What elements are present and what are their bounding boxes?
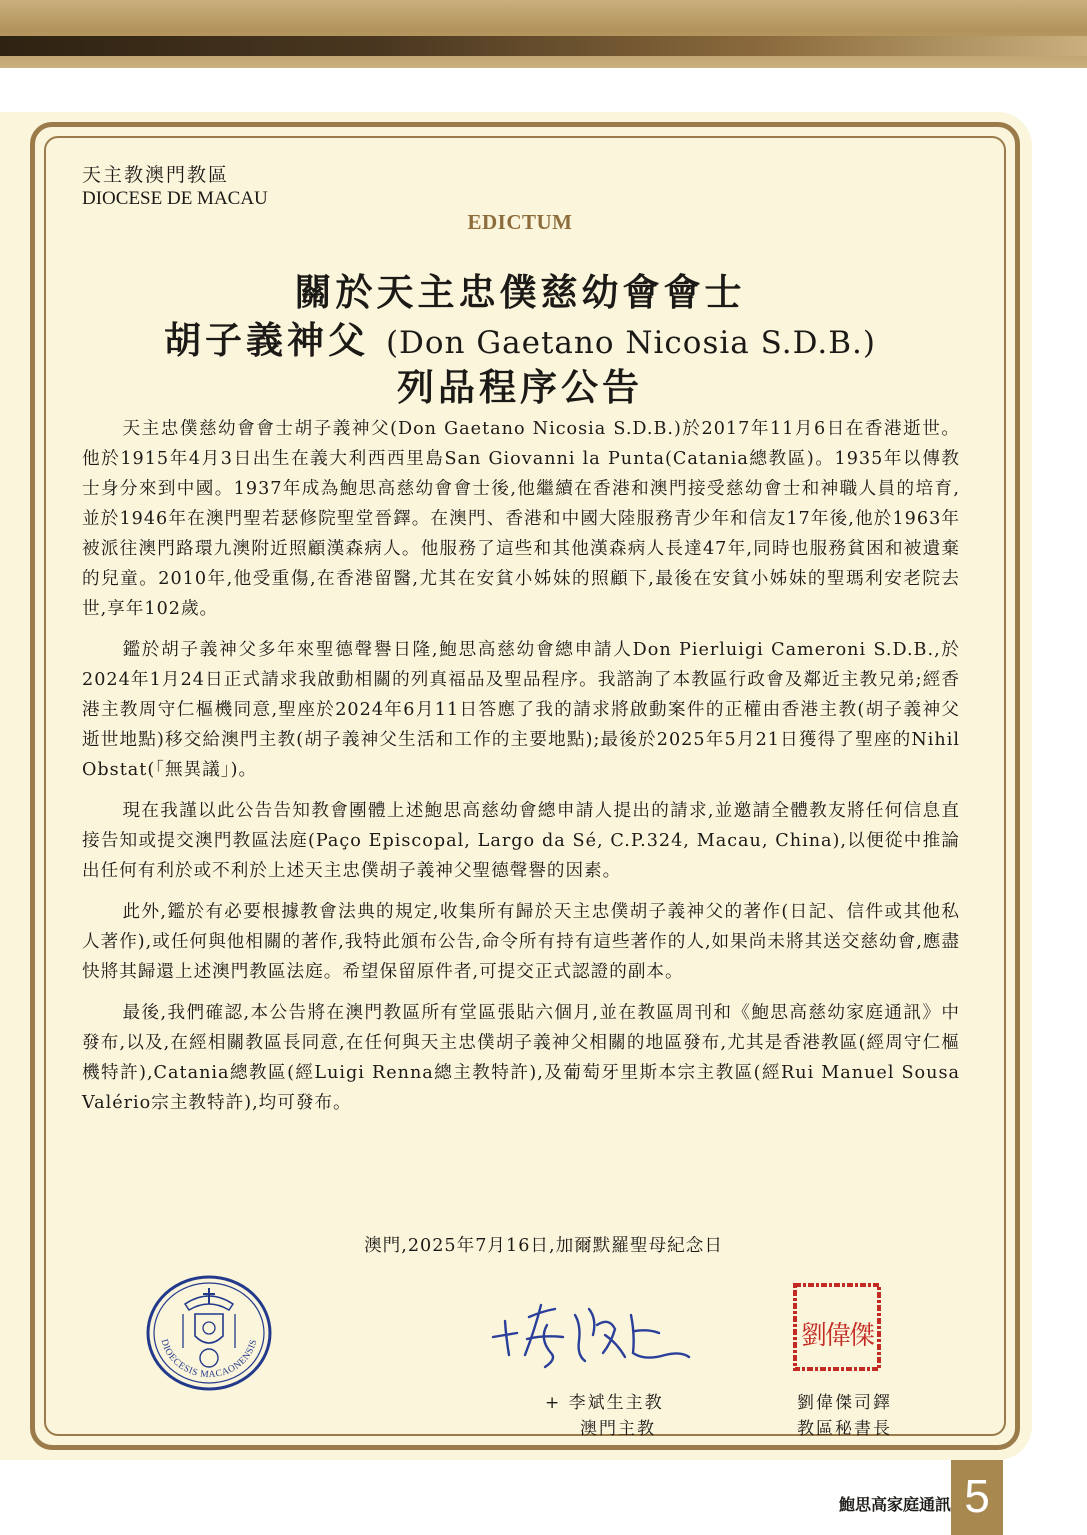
diocese-seal-icon [145,1274,273,1392]
title-line-1: 關於天主忠僕慈幼會會士 [294,270,746,314]
bishop-title: 澳門主教 [580,1419,656,1439]
paragraph-invitation: 現在我謹以此公告告知教會團體上述鮑思高慈幼會總申請人提出的請求,並邀請全體教友將任何信息直接告知或提交澳門教區法庭(Paço Episcopal, Largo da Sé, C.P.324, Macau, China),以便從中推論出任何有利於或不利於上述天主忠僕胡子義神父聖德聲譽的因素。 [82,801,960,881]
svg-text:DIOECESIS MACAONENSIS [159,1338,260,1380]
bishop-name: + 李斌生主教 [545,1393,664,1413]
bishop-signature-icon [485,1295,695,1375]
title-name-zh: 胡子義神父 [164,318,370,362]
paragraph-publication: 最後,我們確認,本公告將在澳門教區所有堂區張貼六個月,並在教區周刊和《鮑思高慈幼家庭通訊》中發布,以及,在經相關教區長同意,在任何與天主忠僕胡子義神父相關的地區發布,尤其是香港教區(經周守仁樞機特許),Catania總教區(經Luigi Renna總主教特許),及葡萄牙里斯本宗主教區(經Rui Manuel Sousa Valério宗主教特許),均可發布。 [82,1003,960,1113]
dateline: 澳門,2025年7月16日,加爾默羅聖母紀念日 [364,1236,723,1256]
paragraph-request: 鑑於胡子義神父多年來聖德聲譽日隆,鮑思高慈幼會總申請人Don Pierluigi Cameroni S.D.B.,於2024年1月24日正式請求我啟動相關的列真福品及聖品程序。我諮詢了本教區行政會及鄰近主教兄弟;經香港主教周守仁樞機同意,聖座於2024年6月11日答應了我的請求將啟動案件的正權由香港主教(胡子義神父逝世地點)移交給澳門主教(胡子義神父生活和工作的主要地點);最後於2025年5月21日獲得了聖座的Nihil Obstat(「無異議」)。 [82,640,960,780]
title-name-latin: (Don Gaetano Nicosia S.D.B.) [385,325,876,361]
seal-right-text: 劉偉傑 [800,1321,874,1351]
secretary-name: 劉偉傑司鐸 [797,1393,892,1413]
seal-left-text: DIOECESIS MACAONENSIS [158,1338,260,1381]
title-line-2 [0,310,1040,364]
edictum-label: EDICTUM [467,210,573,234]
publication-title: 鮑思高家庭通訊 [839,1495,952,1514]
secretary-title: 教區秘書長 [797,1419,892,1439]
title-line-3: 列品程序公告 [397,365,643,409]
diocese-name-zh: 天主教澳門教區 [82,164,230,186]
paragraph-biography: 天主忠僕慈幼會會士胡子義神父(Don Gaetano Nicosia S.D.B.)於2017年11月6日在香港逝世。他於1915年4月3日出生在義大利西西里島San Giovanni la Punta(Catania總教區)。1935年以傳教士身分來到中國。1937年成為鮑思高慈幼會會士後,他繼續在香港和澳門接受慈幼會士和神職人員的培育,並於1946年在澳門聖若瑟修院聖堂晉鐸。在澳門、香港和中國大陸服務青少年和信友17年後,他於1963年被派往澳門路環九澳附近照顧漢森病人。他服務了這些和其他漢森病人長達47年,同時也服務貧困和被遺棄的兒童。2010年,他受重傷,在香港留醫,尤其在安貧小姊妹的照顧下,最後在安貧小姊妹的聖瑪利安老院去世,享年102歲。 [82,419,960,619]
edict-body [82,414,960,1129]
page-number: 5 [951,1460,1003,1535]
secretary-seal-icon [792,1282,882,1372]
paragraph-writings: 此外,鑑於有必要根據教會法典的規定,收集所有歸於天主忠僕胡子義神父的著作(日記、信件或其他私人著作),或任何與他相關的著作,我特此頒布公告,命令所有持有這些著作的人,如果尚未將其送交慈幼會,應盡快將其歸還上述澳門教區法庭。希望保留原件者,可提交正式認證的副本。 [82,902,960,982]
diocese-name-en: DIOCESE DE MACAU [82,188,268,209]
top-decorative-band [0,0,1087,68]
top-dark-stripe [0,36,1087,56]
